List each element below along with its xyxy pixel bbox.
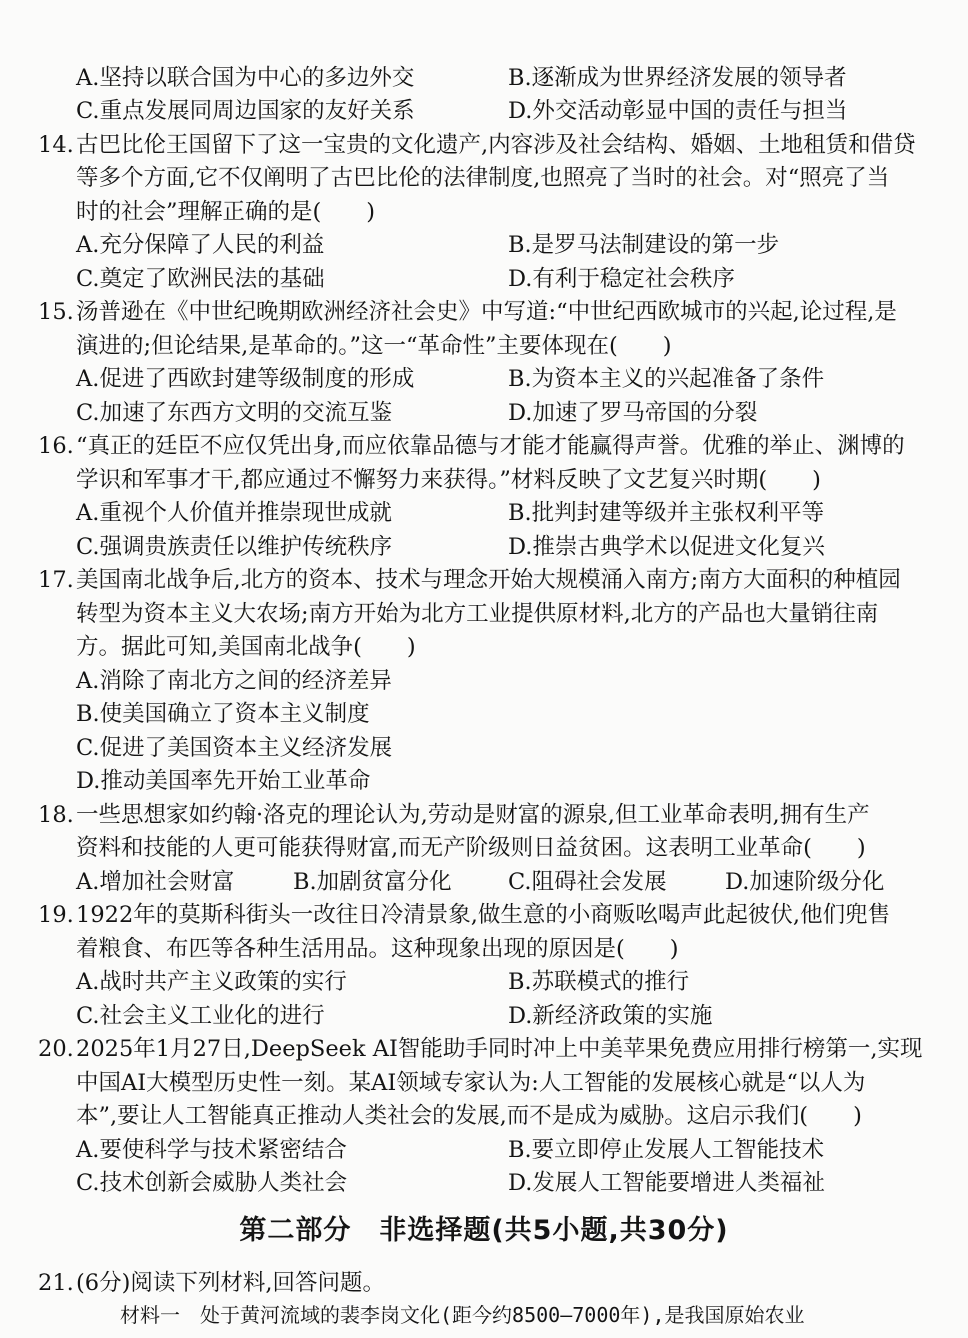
q16-line-2: 学识和军事才干,都应通过不懈努力来获得。”材料反映了文艺复兴时期( ) <box>76 467 821 493</box>
q16-option-a: A.重视个人价值并推崇现世成就 <box>76 500 392 526</box>
q15-line-1: 汤普逊在《中世纪晚期欧洲经济社会史》中写道:“中世纪西欧城市的兴起,论过程,是 <box>76 299 897 325</box>
q15-line-2: 演进的;但论结果,是革命的。”这一“革命性”主要体现在( ) <box>76 333 672 359</box>
q18-option-c: C.阻碍社会发展 <box>508 869 667 895</box>
q14-line-3: 时的社会”理解正确的是( ) <box>76 199 376 225</box>
q20-number: 20. <box>38 1036 74 1062</box>
q18-option-a: A.增加社会财富 <box>76 869 235 895</box>
q17-number: 17. <box>38 567 74 593</box>
q17-line-1: 美国南北战争后,北方的资本、技术与理念开始大规模涌入南方;南方大面积的种植园 <box>76 567 901 593</box>
q14-line-1: 古巴比伦王国留下了这一宝贵的文化遗产,内容涉及社会结构、婚姻、土地租赁和借贷 <box>76 132 916 158</box>
q17-option-b: B.使美国确立了资本主义制度 <box>76 701 370 727</box>
q13-option-a: A.坚持以联合国为中心的多边外交 <box>76 65 415 91</box>
q19-option-a: A.战时共产主义政策的实行 <box>76 969 347 995</box>
q17-line-3: 方。据此可知,美国南北战争( ) <box>76 634 416 660</box>
q17-option-a: A.消除了南北方之间的经济差异 <box>76 668 392 694</box>
q21-number: 21. <box>38 1270 74 1296</box>
q13-option-c: C.重点发展同周边国家的友好关系 <box>76 98 415 124</box>
q16-line-1: “真正的廷臣不应仅凭出身,而应依靠品德与才能才能赢得声誉。优雅的举止、渊博的 <box>76 433 905 459</box>
q16-option-d: D.推崇古典学术以促进文化复兴 <box>508 534 825 560</box>
q20-option-d: D.发展人工智能要增进人类福祉 <box>508 1170 825 1196</box>
q18-line-1: 一些思想家如约翰·洛克的理论认为,劳动是财富的源泉,但工业革命表明,拥有生产 <box>76 802 870 828</box>
q14-option-a: A.充分保障了人民的利益 <box>76 232 325 258</box>
q19-line-1: 1922年的莫斯科街头一改往日冷清景象,做生意的小商贩吆喝声此起彼伏,他们兜售 <box>76 902 891 928</box>
q20-option-b: B.要立即停止发展人工智能技术 <box>508 1137 825 1163</box>
q19-line-2: 着粮食、布匹等各种生活用品。这种现象出现的原因是( ) <box>76 936 679 962</box>
q16-number: 16. <box>38 433 74 459</box>
q18-number: 18. <box>38 802 74 828</box>
q15-option-d: D.加速了罗马帝国的分裂 <box>508 400 758 426</box>
q15-number: 15. <box>38 299 74 325</box>
q18-line-2: 资料和技能的人更可能获得财富,而无产阶级则日益贫困。这表明工业革命( ) <box>76 835 866 861</box>
q19-option-b: B.苏联模式的推行 <box>508 969 690 995</box>
q15-option-a: A.促进了西欧封建等级制度的形成 <box>76 366 415 392</box>
q17-option-d: D.推动美国率先开始工业革命 <box>76 768 371 794</box>
q20-line-3: 本”,要让人工智能真正推动人类社会的发展,而不是成为威胁。这启示我们( ) <box>76 1103 862 1129</box>
q20-line-1: 2025年1月27日,DeepSeek AI智能助手同时冲上中美苹果免费应用排行榜第一,实现 <box>76 1036 923 1062</box>
q17-option-c: C.促进了美国资本主义经济发展 <box>76 735 393 761</box>
q19-option-c: C.社会主义工业化的进行 <box>76 1003 325 1029</box>
q14-option-b: B.是罗马法制建设的第一步 <box>508 232 780 258</box>
q19-number: 19. <box>38 902 74 928</box>
q13-option-b: B.逐渐成为世界经济发展的领导者 <box>508 65 847 91</box>
q20-option-c: C.技术创新会威胁人类社会 <box>76 1170 348 1196</box>
q13-option-d: D.外交活动彰显中国的责任与担当 <box>508 98 848 124</box>
q14-option-d: D.有利于稳定社会秩序 <box>508 266 735 292</box>
q17-line-2: 转型为资本主义大农场;南方开始为北方工业提供原材料,北方的产品也大量销往南 <box>76 601 879 627</box>
q14-number: 14. <box>38 132 74 158</box>
q19-option-d: D.新经济政策的实施 <box>508 1003 713 1029</box>
q16-option-b: B.批判封建等级并主张权利平等 <box>508 500 825 526</box>
q21-material-1: 材料一 处于黄河流域的裴李岗文化(距今约8500—7000年),是我国原始农业 <box>120 1303 805 1327</box>
q16-option-c: C.强调贵族责任以维护传统秩序 <box>76 534 393 560</box>
q21-text: (6分)阅读下列材料,回答问题。 <box>76 1270 386 1296</box>
section-2-title: 第二部分 非选择题(共5小题,共30分) <box>239 1215 729 1246</box>
q15-option-b: B.为资本主义的兴起准备了条件 <box>508 366 825 392</box>
q18-option-b: B.加剧贫富分化 <box>293 869 452 895</box>
q18-option-d: D.加速阶级分化 <box>725 869 885 895</box>
q20-line-2: 中国AI大模型历史性一刻。某AI领域专家认为:人工智能的发展核心就是“以人为 <box>76 1070 866 1096</box>
q14-line-2: 等多个方面,它不仅阐明了古巴比伦的法律制度,也照亮了当时的社会。对“照亮了当 <box>76 165 890 191</box>
q20-option-a: A.要使科学与技术紧密结合 <box>76 1137 347 1163</box>
q15-option-c: C.加速了东西方文明的交流互鉴 <box>76 400 393 426</box>
q14-option-c: C.奠定了欧洲民法的基础 <box>76 266 325 292</box>
